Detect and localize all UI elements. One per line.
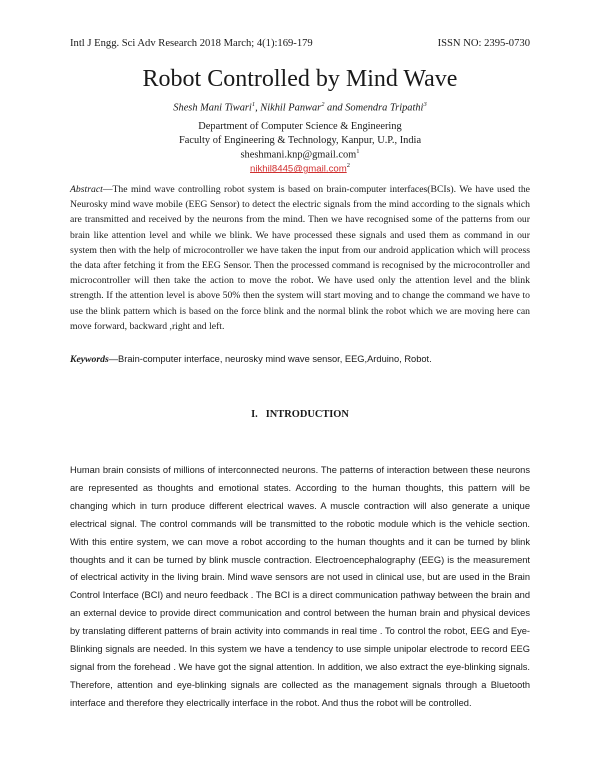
author-superscript: 3: [423, 101, 427, 108]
author-name: Nikhil Panwar: [260, 102, 322, 114]
section-heading: [0, 409, 600, 420]
affiliation-department: Department of Computer Science & Engineering: [198, 121, 402, 132]
author-conjunction: and: [324, 102, 346, 114]
running-header: [70, 38, 530, 52]
email-link[interactable]: nikhil8445@gmail.com: [250, 163, 347, 175]
abstract-label: Abstract: [70, 184, 103, 195]
email-text: sheshmani.knp@gmail.com: [240, 149, 357, 161]
email-superscript: 2: [346, 162, 350, 169]
author-separator: ,: [255, 102, 261, 114]
introduction-paragraph: Human brain consists of millions of interconnected neurons. The patterns of interaction between these neurons are represented as thoughts and emotional states. According to the human thoughts, this pattern will be changing which in turn produce different electrical waves. A muscle contraction will also generate a unique electrical signal. The control commands will be transmitted to the robotic module which is the vehicle section. With this entire system, we can move a robot according to the human thoughts and it can be turned by blink thoughts and it can be turned by blink muscle contraction. Electroencephalography (EEG) is the measurement of electrical activity in the living brain. Mind wave sensors are not used in clinical use, but are used in the Brain Control Interface (BCI) and neuro feedback . The BCI is a direct communication pathway between the brain and an external device to provide direct communication and control between the human brain and physical devices by translating different patterns of brain activity into commands in real time . To control the robot, EEG and Eye-Blinking signals are needed. In this system we have a tendency to use simple unipolar electrode to record EEG signal from the forehead . We have got the signal attention. In addition, we also extract the eye-blinking signals. Therefore, attention and eye-blinking signals are collected as the management signals through a Bluetooth interface and therefore they electrically interface in the robot. And thus the robot will be controlled.: [70, 465, 530, 708]
section-number: I.: [251, 409, 258, 420]
section-title: INTRODUCTION: [265, 409, 349, 420]
author-email-2: [0, 162, 600, 174]
author-superscript: 1: [251, 101, 256, 108]
affiliation-faculty: Faculty of Engineering & Technology, Kanpur, U.P., India: [178, 135, 422, 146]
author-superscript: 2: [321, 101, 325, 108]
keywords-label: Keywords: [70, 354, 109, 365]
author-list: [0, 101, 600, 113]
author-email-1: [0, 148, 600, 160]
abstract-paragraph: [70, 182, 530, 334]
keywords-paragraph: [70, 354, 530, 365]
keywords-dash: —: [108, 354, 119, 364]
abstract-dash: —: [102, 184, 113, 195]
abstract-text: The mind wave controlling robot system is based on brain-computer interfaces(BCIs). We have used the Neurosky mind wave mobile (EEG Sensor) to detect the electric signals from the mind according to the signals which are transmitted and received by the neurons from the mind. Then we have recognised some of the patterns from our brain like attention level and while we blink. We have processed these signals and used them as command in our system then with the help of microcontroller we have taken the input from our android application which will process the data after fetching it from the EEG Sensor. Then the processed command is recognised by the microcontroller and microcontroller will then take the action to move the robot. We have used only the attention level and the blink strength. If the attention level is above 50% then the system will start moving and to change the command we have to use the blink pattern which is based on the force blink and the normal blink the robot which we are moving here can move forward, backward ,right and left.: [70, 184, 530, 332]
email-superscript: 1: [356, 148, 360, 155]
author-name: Somendra Tripathi: [345, 102, 424, 114]
journal-citation: Intl J Engg. Sci Adv Research 2018 March; 4(1):169-179: [70, 38, 313, 49]
paper-title: Robot Controlled by Mind Wave: [142, 66, 458, 92]
author-name: Shesh Mani Tiwari: [173, 102, 252, 114]
keywords-text: Brain-computer interface, neurosky mind wave sensor, EEG,Arduino, Robot.: [118, 354, 432, 364]
issn-number: ISSN NO: 2395-0730: [437, 38, 530, 49]
